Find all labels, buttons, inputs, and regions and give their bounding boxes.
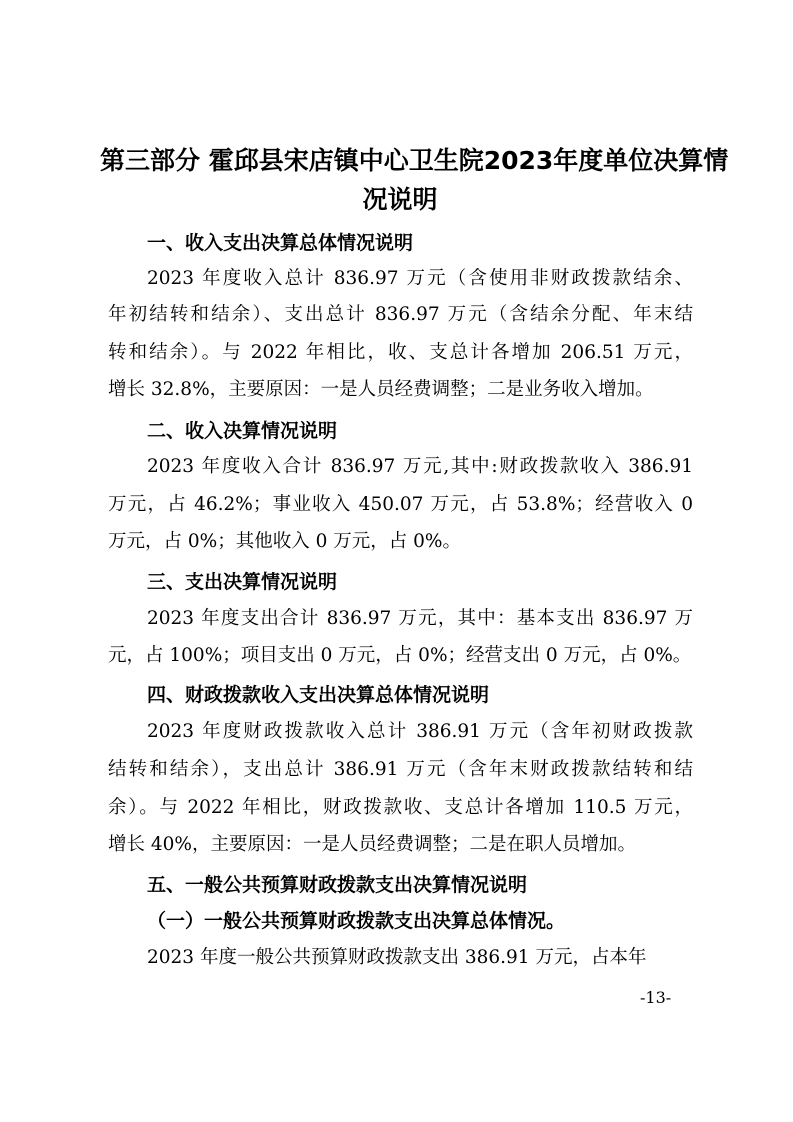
paragraph-line: 增长 40%，主要原因：一是人员经费调整；二是在职人员增加。 bbox=[108, 834, 637, 855]
subsection-heading-5-1: （一）一般公共预算财政拨款支出决算总体情况。 bbox=[147, 910, 566, 932]
paragraph-line: 2023 年度支出合计 836.97 万元，其中：基本支出 836.97 万 bbox=[147, 608, 693, 629]
paragraph-line: 元，占 100%；项目支出 0 万元，占 0%；经营支出 0 万元，占 0%。 bbox=[108, 645, 692, 666]
section-heading-4: 四、财政拨款收入支出决算总体情况说明 bbox=[147, 684, 490, 706]
paragraph-line: 2023 年度收入总计 836.97 万元（含使用非财政拨款结余、 bbox=[147, 268, 693, 289]
page-title-line-2: 况说明 bbox=[362, 185, 438, 214]
paragraph-line: 万元，占 46.2%；事业收入 450.07 万元，占 53.8%；经营收入 0 bbox=[108, 494, 693, 515]
section-heading-1: 一、收入支出决算总体情况说明 bbox=[147, 232, 414, 254]
paragraph-line: 2023 年度财政拨款收入总计 386.91 万元（含年初财政拨款 bbox=[147, 721, 693, 742]
paragraph-line: 结转和结余），支出总计 386.91 万元（含年末财政拨款结转和结 bbox=[108, 759, 693, 780]
paragraph-line: 增长 32.8%，主要原因：一是人员经费调整；二是业务收入增加。 bbox=[108, 379, 654, 400]
paragraph-line: 年初结转和结余）、支出总计 836.97 万元（含结余分配、年末结 bbox=[108, 304, 693, 325]
section-heading-2: 二、收入决算情况说明 bbox=[147, 420, 338, 442]
paragraph-line: 转和结余）。与 2022 年相比，收、支总计各增加 206.51 万元， bbox=[108, 342, 693, 363]
paragraph-line: 余）。与 2022 年相比，财政拨款收、支总计各增加 110.5 万元， bbox=[108, 797, 693, 818]
page-number: -13- bbox=[640, 988, 672, 1007]
paragraph-line: 2023 年度收入合计 836.97 万元,其中:财政拨款收入 386.91 bbox=[147, 456, 693, 477]
paragraph-line: 2023 年度一般公共预算财政拨款支出 386.91 万元，占本年 bbox=[147, 947, 647, 968]
section-heading-3: 三、支出决算情况说明 bbox=[147, 571, 338, 593]
page-title-line-1: 第三部分 霍邱县宋店镇中心卫生院2023年度单位决算情 bbox=[100, 146, 729, 175]
paragraph-line: 万元，占 0%；其他收入 0 万元，占 0%。 bbox=[108, 531, 461, 552]
section-heading-5: 五、一般公共预算财政拨款支出决算情况说明 bbox=[147, 874, 528, 896]
